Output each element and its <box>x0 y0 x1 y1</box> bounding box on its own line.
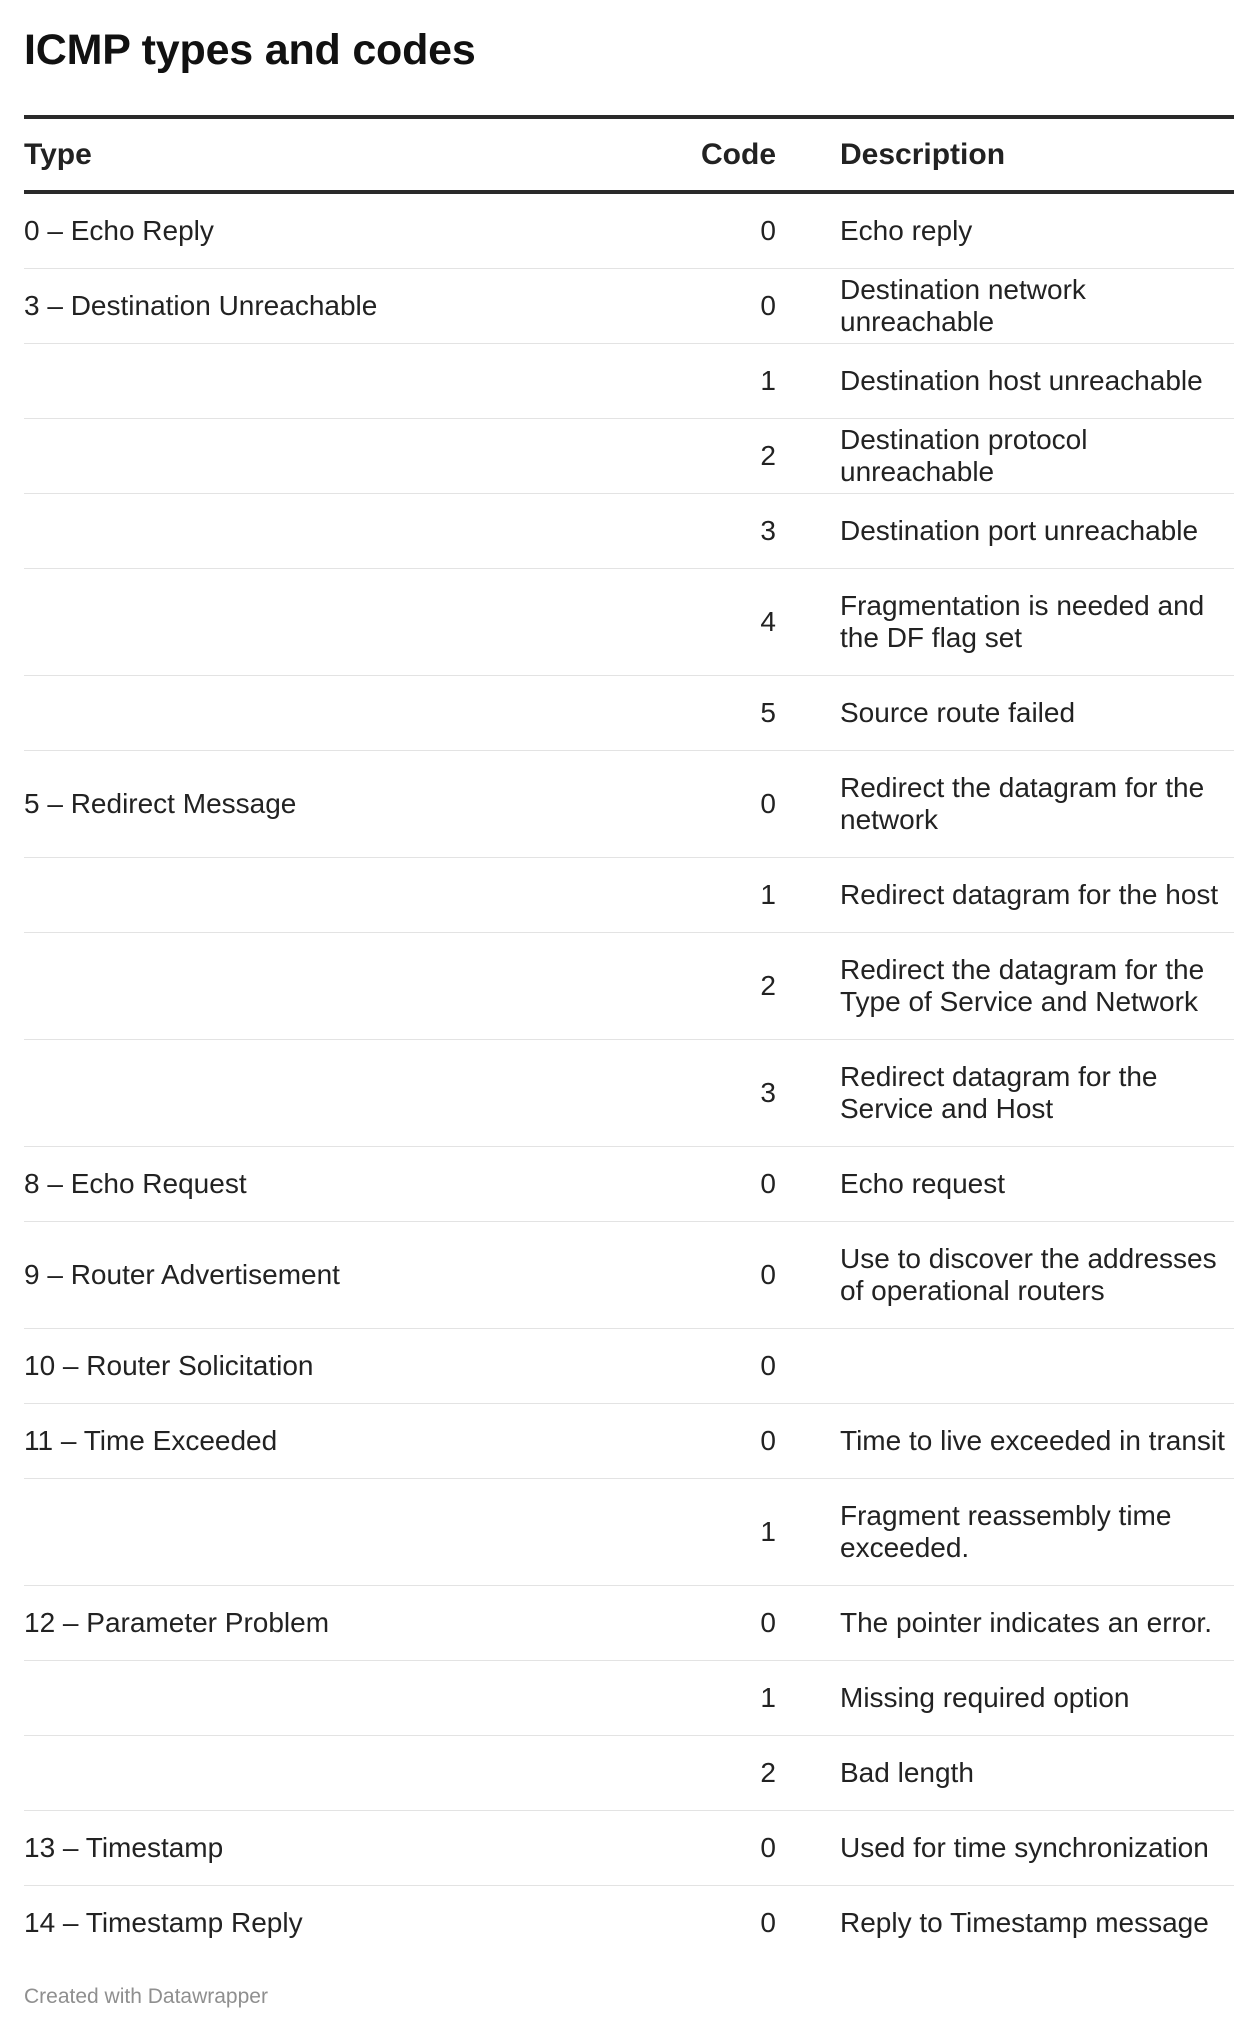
cell-code: 0 <box>760 1168 776 1199</box>
table-row <box>24 751 1234 858</box>
table-row <box>24 1329 1234 1404</box>
cell-code: 3 <box>760 1077 776 1108</box>
cell-description: Echo request <box>840 1168 1005 1199</box>
cell-description: Redirect the datagram for the network <box>840 772 1205 835</box>
cell-description: Missing required option <box>840 1682 1130 1713</box>
cell-code: 2 <box>760 1757 776 1788</box>
page <box>24 0 1234 1938</box>
cell-type: 9 – Router Advertisement <box>24 1259 340 1290</box>
table-row <box>24 1222 1234 1329</box>
table-row <box>24 858 1234 933</box>
cell-code: 1 <box>760 365 776 396</box>
cell-description: Reply to Timestamp message <box>840 1907 1209 1938</box>
cell-description: Bad length <box>840 1757 974 1788</box>
cell-description: The pointer indicates an error. <box>840 1607 1212 1638</box>
cell-code: 0 <box>760 1425 776 1456</box>
cell-description: Destination port unreachable <box>840 515 1199 546</box>
table-row <box>24 1811 1234 1886</box>
cell-type: 11 – Time Exceeded <box>24 1425 278 1456</box>
cell-code: 1 <box>760 879 776 910</box>
cell-code: 0 <box>760 215 776 246</box>
table-row <box>24 1586 1234 1661</box>
table-row <box>24 419 1234 494</box>
cell-code: 0 <box>760 1259 776 1290</box>
cell-description: Fragment reassembly time exceeded. <box>840 1500 1172 1563</box>
cell-code: 1 <box>760 1682 776 1713</box>
cell-type: 5 – Redirect Message <box>24 788 297 819</box>
cell-type: 8 – Echo Request <box>24 1168 247 1199</box>
cell-description: Use to discover the addresses of operational routers <box>840 1243 1217 1306</box>
cell-code: 0 <box>760 788 776 819</box>
cell-code: 0 <box>760 1607 776 1638</box>
page-title: ICMP types and codes <box>24 26 476 74</box>
cell-type: 0 – Echo Reply <box>24 215 214 246</box>
cell-type: 13 – Timestamp <box>24 1832 224 1863</box>
cell-type: 3 – Destination Unreachable <box>24 290 378 321</box>
table-row <box>24 494 1234 569</box>
table-row <box>24 1661 1234 1736</box>
cell-code: 0 <box>760 1832 776 1863</box>
header-type: Type <box>24 137 92 171</box>
cell-description: Redirect datagram for the host <box>840 879 1219 910</box>
cell-code: 0 <box>760 1907 776 1938</box>
footer-credit: Created with Datawrapper <box>24 1985 268 2008</box>
cell-type: 14 – Timestamp Reply <box>24 1907 303 1938</box>
cell-code: 3 <box>760 515 776 546</box>
cell-code: 4 <box>760 606 776 637</box>
cell-code: 5 <box>760 697 776 728</box>
cell-description: Used for time synchronization <box>840 1832 1209 1863</box>
cell-description: Source route failed <box>840 697 1076 728</box>
table-row <box>24 344 1234 419</box>
header-code: Code <box>701 137 776 171</box>
cell-type: 12 – Parameter Problem <box>24 1607 330 1638</box>
table-row <box>24 1040 1234 1147</box>
cell-description: Echo reply <box>840 215 973 246</box>
table-row <box>24 1404 1234 1479</box>
table-row <box>24 1479 1234 1586</box>
table-row <box>24 569 1234 676</box>
table-row <box>24 676 1234 751</box>
table-row <box>24 1147 1234 1222</box>
table-row <box>24 933 1234 1040</box>
table-row <box>24 1736 1234 1811</box>
icmp-table <box>24 115 1234 1960</box>
cell-description: Time to live exceeded in transit <box>840 1425 1225 1456</box>
table-row <box>24 194 1234 269</box>
header-description: Description <box>840 137 1006 171</box>
cell-description: Fragmentation is needed and the DF flag set <box>840 590 1205 653</box>
table-header <box>24 119 1234 194</box>
cell-type: 10 – Router Solicitation <box>24 1350 314 1381</box>
table-row <box>24 1886 1234 1960</box>
cell-description: Destination protocol unreachable <box>840 424 1088 487</box>
cell-code: 0 <box>760 290 776 321</box>
cell-description: Redirect the datagram for the Type of Service and Network <box>840 954 1205 1017</box>
cell-description: Redirect datagram for the Service and Host <box>840 1061 1158 1124</box>
cell-code: 0 <box>760 1350 776 1381</box>
cell-code: 2 <box>760 970 776 1001</box>
cell-description: Destination network unreachable <box>840 274 1086 337</box>
cell-description: Destination host unreachable <box>840 365 1203 396</box>
table-row <box>24 269 1234 344</box>
cell-code: 2 <box>760 440 776 471</box>
cell-code: 1 <box>760 1516 776 1547</box>
